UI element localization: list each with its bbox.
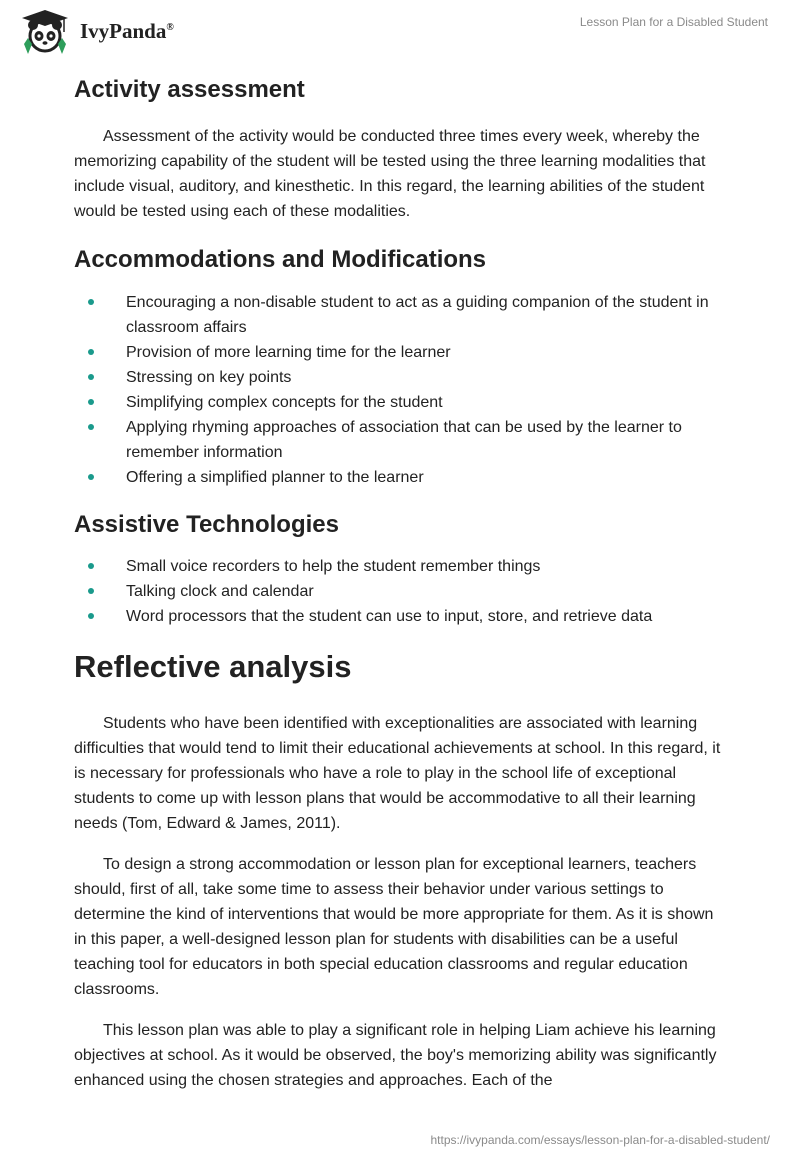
list-item: Encouraging a non-disable student to act as a guiding companion of the student in classroom affairs — [74, 290, 730, 340]
bullet-icon — [88, 563, 94, 569]
list-item: Applying rhyming approaches of association that can be used by the learner to remember information — [74, 415, 730, 465]
list-item: Offering a simplified planner to the learner — [74, 465, 730, 490]
bullet-icon — [88, 613, 94, 619]
list-item: Stressing on key points — [74, 365, 730, 390]
reflective-paragraph: Students who have been identified with exceptionalities are associated with learning difficulties that would tend to limit their educational achievements at school. In this regard, it is necessary for professionals who have a role to play in the school life of exceptional students to come up with lesson plans that would be accommodative to all their learning needs (Tom, Edward & James, 2011). — [74, 715, 721, 832]
accommodations-list — [74, 290, 730, 490]
brand-name[interactable]: IvyPanda® — [80, 19, 174, 43]
heading-reflective-analysis: Reflective analysis — [74, 649, 352, 684]
heading-accommodations: Accommodations and Modifications — [74, 246, 487, 273]
article-body — [74, 72, 730, 1093]
reflective-paragraph: To design a strong accommodation or lesson plan for exceptional learners, teachers should, first of all, take some time to assess their behavior under various settings to determine the kind of interventions that would be more appropriate for them. As it is shown in this paper, a well-designed lesson plan for students with disabilities can be a useful teaching tool for educators in both special education classrooms and regular education classrooms. — [74, 856, 714, 998]
list-item: Simplifying complex concepts for the student — [74, 390, 730, 415]
list-item: Talking clock and calendar — [74, 579, 730, 604]
document-title: Lesson Plan for a Disabled Student — [579, 15, 768, 29]
bullet-icon — [88, 399, 94, 405]
page-header — [0, 0, 800, 56]
bullet-icon — [88, 474, 94, 480]
heading-activity-assessment: Activity assessment — [74, 76, 305, 103]
list-item: Word processors that the student can use to input, store, and retrieve data — [74, 604, 730, 629]
panda-logo-icon[interactable] — [14, 8, 76, 56]
list-item: Provision of more learning time for the learner — [74, 340, 730, 365]
bullet-icon — [88, 588, 94, 594]
reflective-paragraph: This lesson plan was able to play a significant role in helping Liam achieve his learning objectives at school. As it would be observed, the boy's memorizing ability was significantly enhanced using the chosen strategies and approaches. Each of the — [74, 1022, 717, 1089]
heading-assistive-technologies: Assistive Technologies — [74, 511, 339, 538]
bullet-icon — [88, 424, 94, 430]
list-item: Small voice recorders to help the student remember things — [74, 554, 730, 579]
footer-url-link[interactable]: https://ivypanda.com/essays/lesson-plan-for-a-disabled-student/ — [430, 1133, 770, 1147]
bullet-icon — [88, 374, 94, 380]
assistive-list — [74, 554, 730, 629]
bullet-icon — [88, 299, 94, 305]
bullet-icon — [88, 349, 94, 355]
activity-paragraph: Assessment of the activity would be conducted three times every week, whereby the memorizing capability of the student will be tested using the three learning modalities that include visual, auditory, and kinesthetic. In this regard, the learning abilities of the student would be tested using each of these modalities. — [74, 128, 706, 220]
